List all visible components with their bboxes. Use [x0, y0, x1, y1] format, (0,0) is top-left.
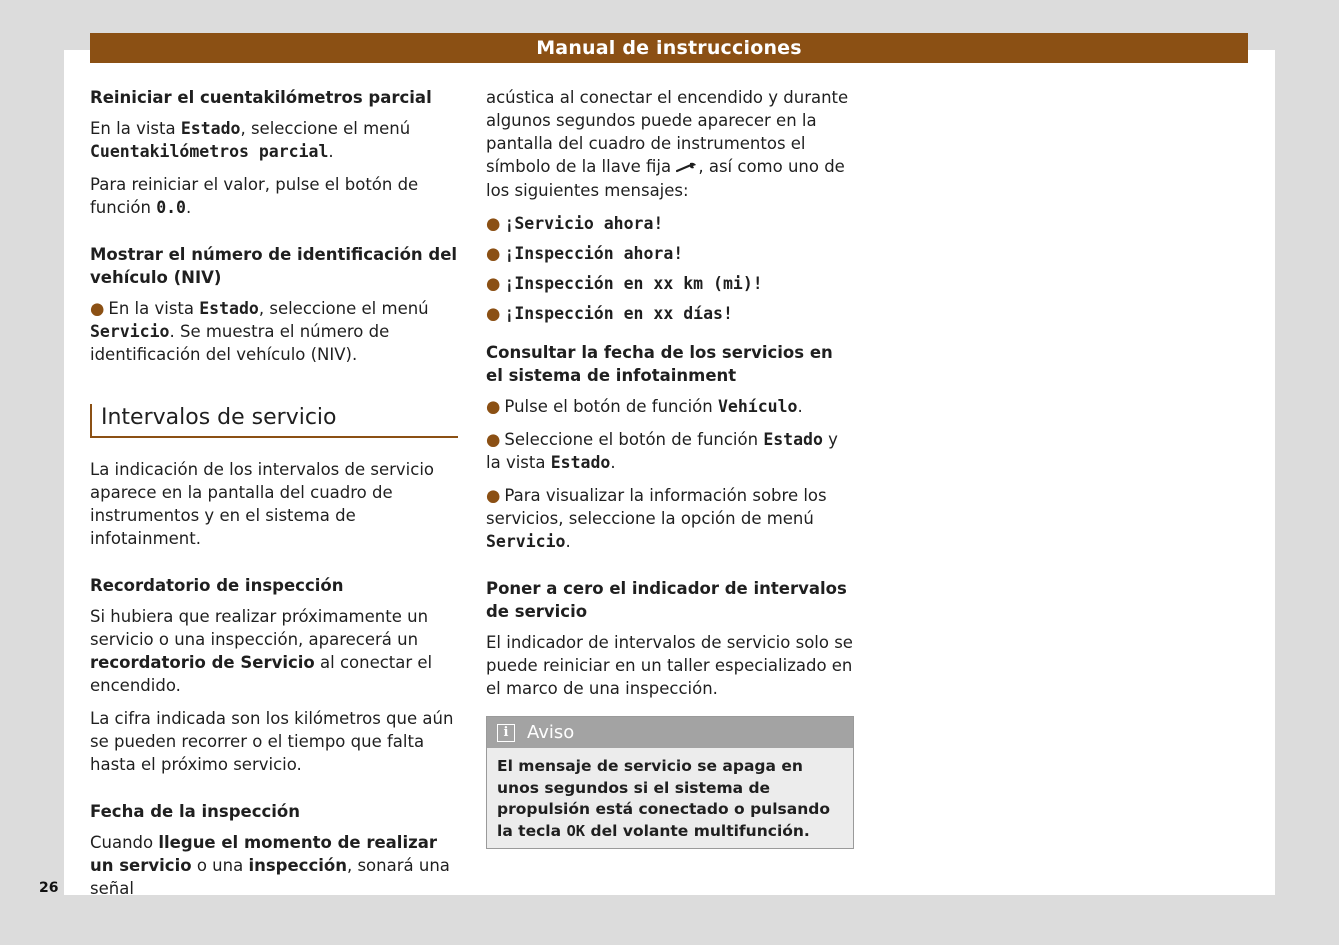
notice-header	[487, 717, 853, 748]
list-item: ● ¡Inspección en xx km (mi)!	[486, 274, 763, 293]
consultar-step-2: ● Seleccione el botón de función Estado y la vista Estado.	[486, 430, 838, 472]
bullet-icon: ●	[486, 397, 501, 416]
cifra-text: La cifra indicada son los kilómetros que aún se pueden recorrer o el tiempo que falta hasta el próximo servicio.	[90, 709, 454, 774]
bullet-icon: ●	[486, 274, 501, 293]
manual-title: Manual de instrucciones	[536, 37, 802, 59]
menu-estado: Estado	[199, 299, 259, 318]
consultar-step-1: ● Pulse el botón de función Vehículo.	[486, 397, 803, 416]
menu-estado: Estado	[180, 119, 241, 138]
fecha-text: Cuando llegue el momento de realizar un servicio o una inspección, sonará una señal	[90, 833, 450, 898]
continued-text: acústica al conectar el encendido y durante algunos segundos puede aparecer en la pantalla del cuadro de instrumentos el símbolo de la llave fija , así como uno de los siguientes mensajes:	[486, 88, 849, 200]
middle-column	[486, 86, 854, 849]
reset-trip-step: En la vista Estado, seleccione el menú Cuentakilómetros parcial.	[90, 119, 411, 161]
view-estado: Estado	[550, 453, 611, 472]
heading-reset-trip: Reiniciar el cuentakilómetros parcial	[90, 88, 432, 107]
list-item: ● ¡Inspección ahora!	[486, 244, 684, 263]
list-item: ● ¡Servicio ahora!	[486, 214, 664, 233]
intro-text: La indicación de los intervalos de servicio aparece en la pantalla del cuadro de instrumentos y en el sistema de infotainment.	[90, 460, 435, 548]
menu-cuentakilometros: Cuentakilómetros parcial	[90, 142, 329, 161]
notice-box	[486, 716, 854, 849]
bullet-icon: ●	[486, 244, 501, 263]
left-column	[90, 86, 458, 910]
page-number: 26	[39, 880, 59, 896]
niv-step: ● En la vista Estado, seleccione el menú Servicio. Se muestra el número de identificación del vehículo (NIV).	[90, 299, 429, 364]
heading-fecha: Fecha de la inspección	[90, 802, 301, 821]
key-ok: OK	[566, 821, 586, 840]
button-vehiculo: Vehículo	[717, 397, 798, 416]
service-messages-list	[486, 212, 854, 325]
section-title-intervalos: Intervalos de servicio	[90, 404, 458, 438]
consultar-step-3: ● Para visualizar la información sobre los servicios, seleccione la opción de menú Servicio.	[486, 486, 827, 551]
info-icon: i	[497, 724, 515, 742]
button-estado: Estado	[763, 430, 823, 449]
bullet-icon: ●	[486, 486, 501, 505]
bullet-icon: ●	[486, 304, 501, 323]
button-zero: 0.0	[156, 198, 186, 217]
list-item: ● ¡Inspección en xx días!	[486, 304, 733, 323]
recordatorio-text: Si hubiera que realizar próximamente un servicio o una inspección, aparecerá un recordatorio de Servicio al conectar el encendido.	[90, 607, 433, 695]
heading-recordatorio: Recordatorio de inspección	[90, 576, 344, 595]
menu-servicio: Servicio	[486, 532, 566, 551]
bullet-icon: ●	[486, 214, 501, 233]
poner-cero-text: El indicador de intervalos de servicio solo se puede reiniciar en un taller especializado en el marco de una inspección.	[486, 633, 853, 698]
heading-niv: Mostrar el número de identificación del vehículo (NIV)	[90, 245, 458, 287]
bullet-icon: ●	[486, 430, 501, 449]
reset-value-step: Para reiniciar el valor, pulse el botón de función 0.0.	[90, 175, 419, 217]
heading-consultar: Consultar la fecha de los servicios en el sistema de infotainment	[486, 343, 833, 385]
menu-servicio: Servicio	[90, 322, 170, 341]
notice-body: El mensaje de servicio se apaga en unos segundos si el sistema de propulsión está conectado o pulsando la tecla OK del volante multifunción.	[487, 748, 853, 848]
heading-poner-cero: Poner a cero el indicador de intervalos de servicio	[486, 579, 847, 621]
bullet-icon: ●	[90, 299, 105, 318]
notice-title: Aviso	[527, 722, 575, 743]
manual-header	[90, 33, 1248, 63]
wrench-icon	[676, 156, 698, 179]
